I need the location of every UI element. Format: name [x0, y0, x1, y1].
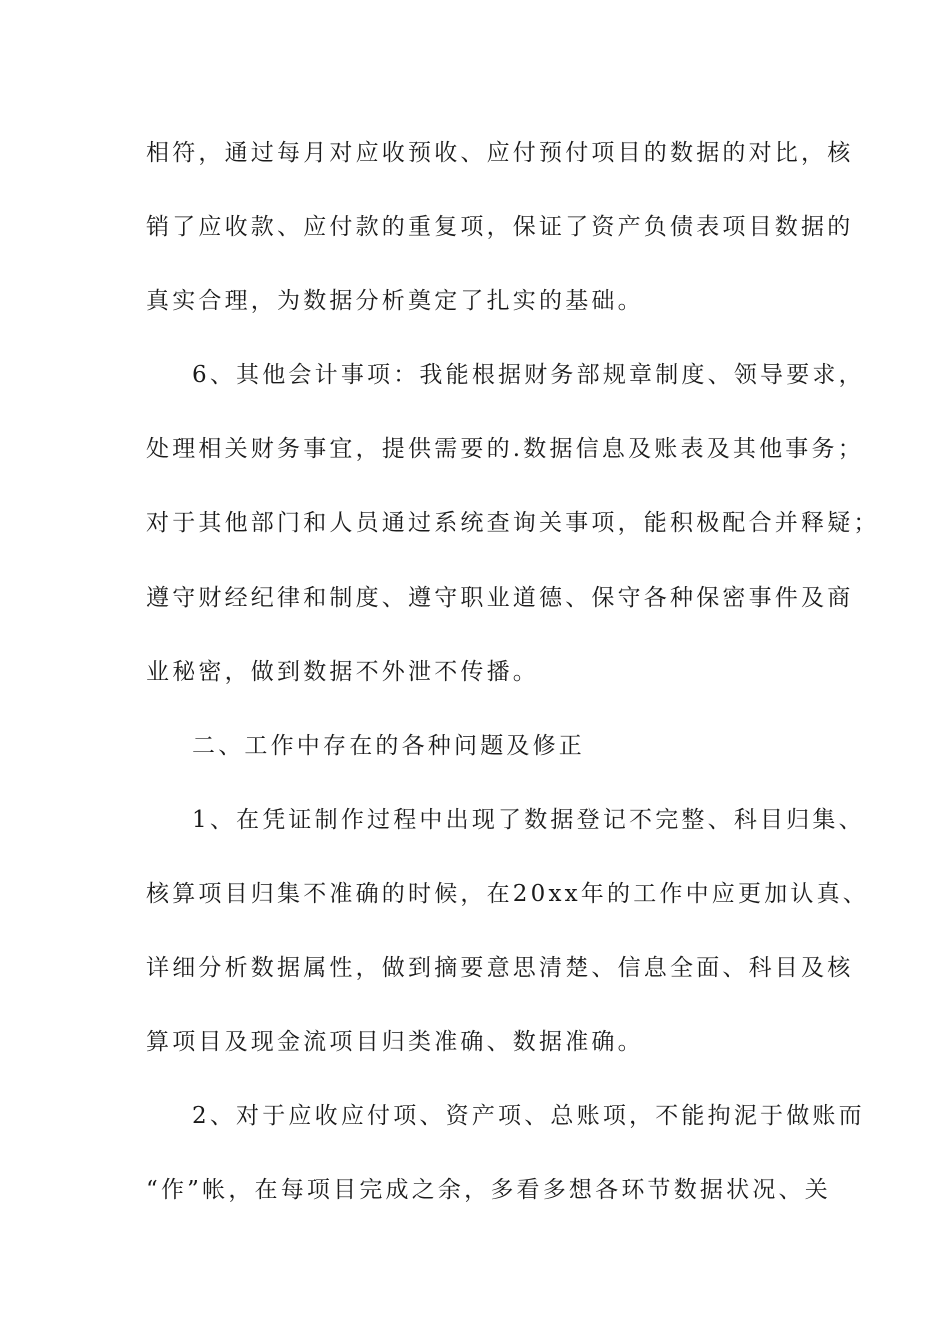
text-line: 遵守财经纪律和制度、遵守职业道德、保守各种保密事件及商 — [146, 585, 854, 611]
text-line: 相符，通过每月对应收预收、应付预付项目的数据的对比，核 — [146, 140, 854, 166]
text-line: 2、对于应收应付项、资产项、总账项，不能拘泥于做账而 — [192, 1103, 865, 1129]
text-line: 真实合理，为数据分析奠定了扎实的基础。 — [146, 288, 644, 314]
section-heading: 二、工作中存在的各种问题及修正 — [192, 733, 585, 759]
text-line: 详细分析数据属性，做到摘要意思清楚、信息全面、科目及核 — [146, 955, 854, 981]
text-line: 6、其他会计事项：我能根据财务部规章制度、领导要求， — [192, 362, 865, 388]
text-line: “作”帐，在每项目完成之余，多看多想各环节数据状况、关 — [146, 1177, 831, 1203]
text-line: 业秘密，做到数据不外泄不传播。 — [146, 659, 539, 685]
text-line: 核算项目归集不准确的时候，在20xx年的工作中应更加认真、 — [146, 881, 870, 907]
text-line: 1、在凭证制作过程中出现了数据登记不完整、科目归集、 — [192, 807, 865, 833]
text-line: 处理相关财务事宜，提供需要的.数据信息及账表及其他事务； — [146, 436, 864, 462]
text-line: 算项目及现金流项目归类准确、数据准确。 — [146, 1029, 644, 1055]
text-line: 销了应收款、应付款的重复项，保证了资产负债表项目数据的 — [146, 214, 854, 240]
text-line: 对于其他部门和人员通过系统查询关事项，能积极配合并释疑； — [146, 510, 880, 536]
